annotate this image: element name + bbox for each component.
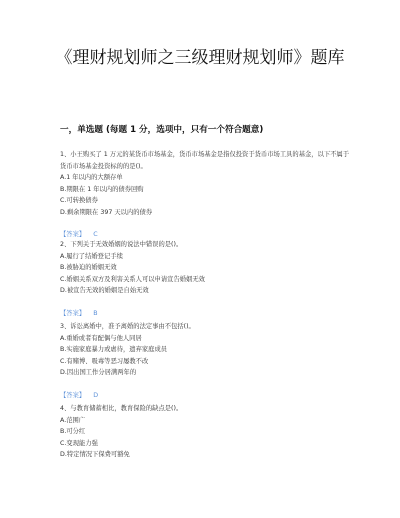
- answer-prefix: 【答案】: [60, 391, 86, 399]
- question-4: [60, 403, 350, 461]
- option-d: D.因出国工作分居满两年的: [60, 369, 137, 376]
- question-1: [60, 149, 350, 241]
- answer-prefix: 【答案】: [60, 309, 86, 317]
- question-stem: 3、诉讼离婚中，准予离婚的法定事由不包括()。: [60, 323, 195, 330]
- question-2: [60, 239, 350, 319]
- option-b: B.可分红: [60, 428, 86, 435]
- option-b: B.实施家庭暴力或虐待，遗弃家庭成员: [60, 346, 168, 353]
- section-heading: 一，单选题 (每题 1 分，选项中，只有一个符合题意): [60, 125, 264, 135]
- document-title: 《理财规划师之三级理财规划师》题库: [55, 48, 345, 68]
- question-stem: 2、下列关于无效婚姻的说法中错误的是()。: [60, 241, 183, 248]
- question-3: [60, 321, 350, 401]
- option-a: A.履行了结婚登记手续: [60, 252, 123, 260]
- answer-line: [60, 390, 350, 402]
- option-a: A.范围广: [60, 416, 86, 424]
- option-a: A.1 年以内的大额存单: [60, 174, 123, 181]
- answer-key: D: [93, 391, 99, 399]
- option-c: C.可转换债券: [60, 197, 98, 204]
- option-c: C.变现能力强: [60, 439, 98, 447]
- option-c: C.婚姻关系双方及利害关系人可以申请宣告婚姻无效: [60, 275, 205, 283]
- option-c: C.有赌博、吸毒等恶习屡教不改: [60, 357, 149, 365]
- answer-key: B: [93, 309, 98, 317]
- answer-key: C: [93, 231, 98, 238]
- option-a: A.重婚或者有配偶与他人同居: [60, 334, 142, 342]
- option-d: D.剩余期限在 397 天以内的债券: [60, 208, 153, 216]
- option-b: B.被胁迫的婚姻无效: [60, 264, 117, 271]
- option-d: D.被宣告无效的婚姻是自始无效: [60, 287, 149, 294]
- option-b: B.期限在 1 年以内的债券回购: [60, 185, 144, 193]
- answer-line: [60, 308, 350, 320]
- question-stem: 4、与教育储蓄相比，教育保险的缺点是()。: [60, 405, 183, 412]
- question-stem: 1、小王购买了 1 万元的某货币市场基金，货币市场基金是指仅投资于货币市场工具的基金，以下不属于货币市场基金投资标的的是()。: [60, 151, 350, 170]
- option-d: D.特定情况下保费可豁免: [60, 451, 130, 458]
- answer-prefix: 【答案】: [60, 231, 86, 238]
